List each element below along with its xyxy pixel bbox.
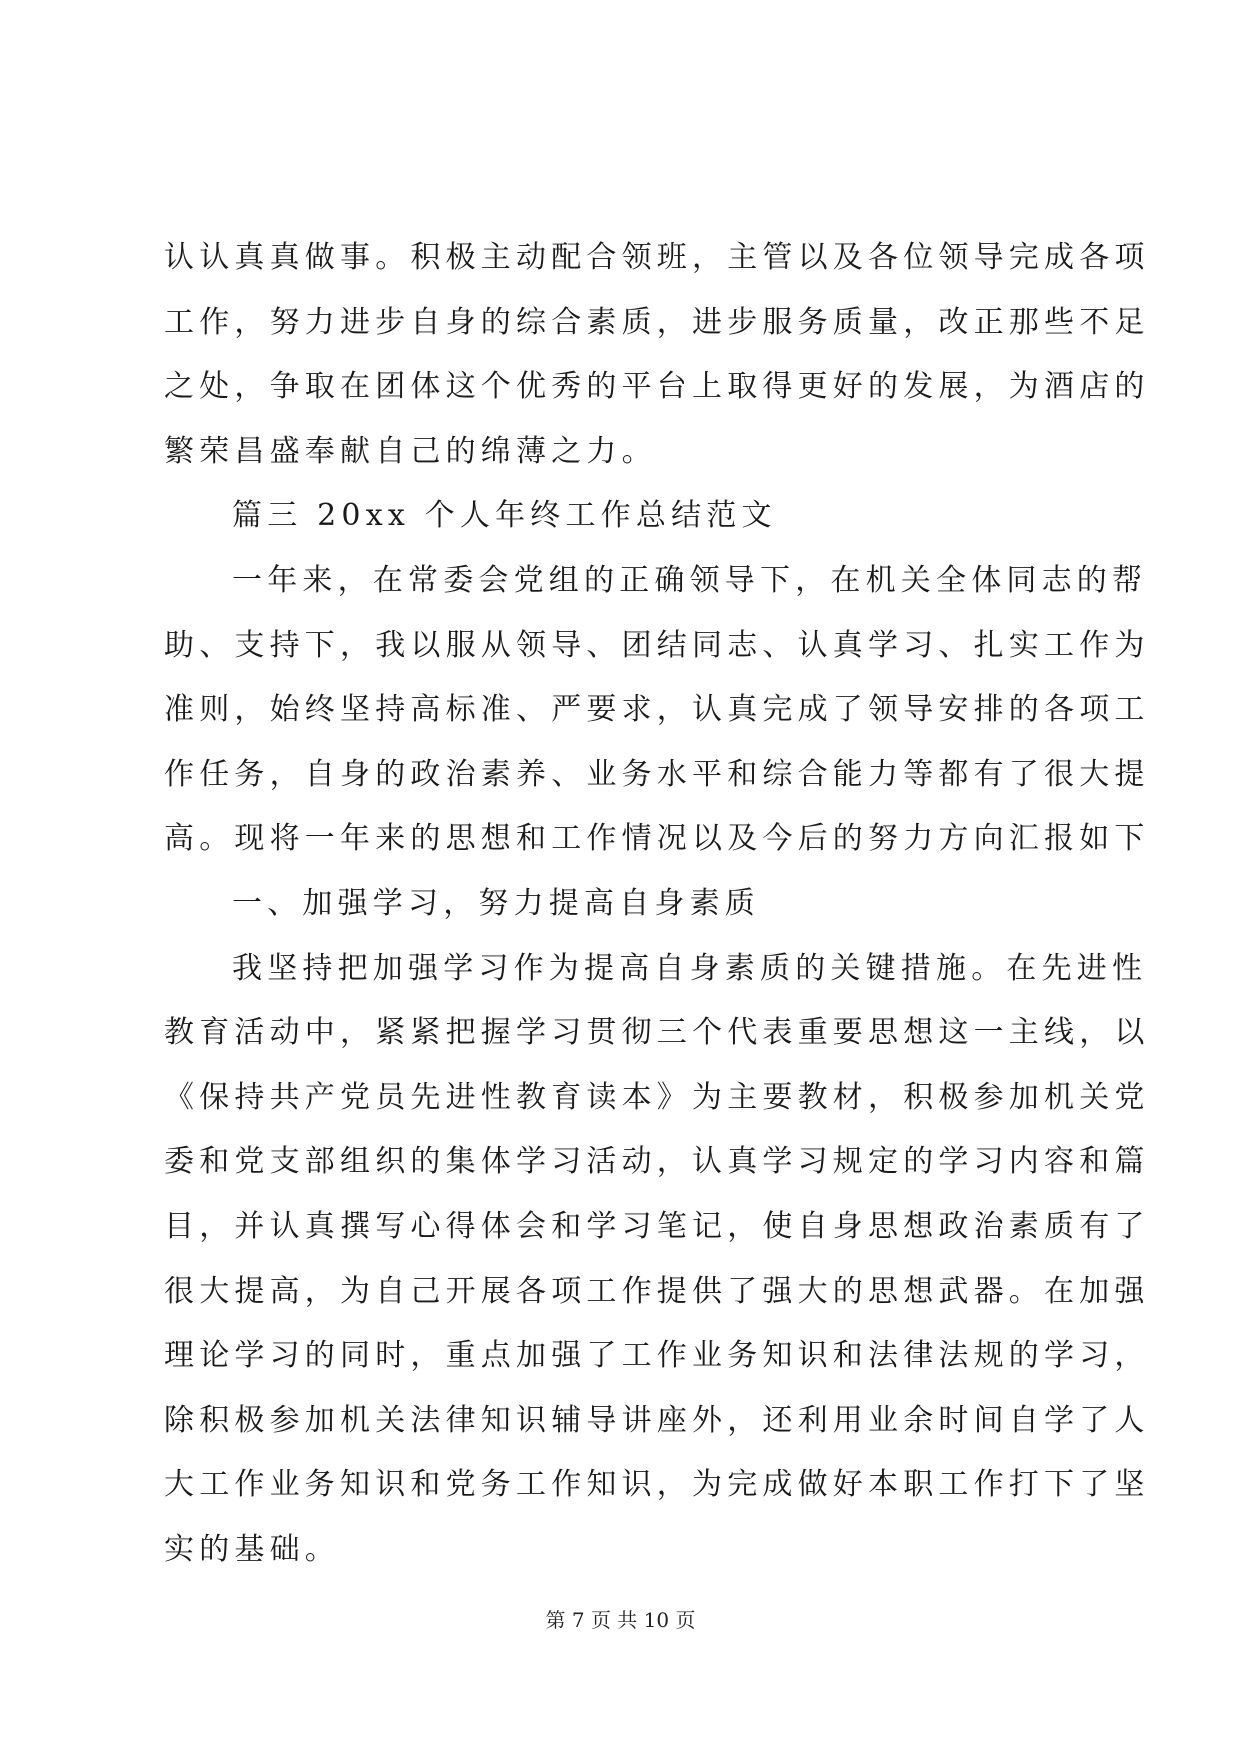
paragraph-line: 之处，争取在团体这个优秀的平台上取得更好的发展，为酒店的 [164, 369, 1150, 405]
paragraph-line: 繁荣昌盛奉献自己的绵薄之力。 [164, 433, 657, 469]
document-body [164, 226, 1150, 1582]
paragraph-line: 工作，努力进步自身的综合素质，进步服务质量，改正那些不足 [164, 304, 1150, 340]
paragraph-line: 一年来，在常委会党组的正确领导下，在机关全体同志的帮 [232, 562, 1148, 598]
paragraph-line: 准则，始终坚持高标准、严要求，认真完成了领导安排的各项工 [164, 692, 1150, 728]
paragraph-line: 委和党支部组织的集体学习活动，认真学习规定的学习内容和篇 [164, 1144, 1150, 1180]
paragraph-line: 《保持共产党员先进性教育读本》为主要教材，积极参加机关党 [164, 1079, 1150, 1115]
paragraph-line: 目，并认真撰写心得体会和学习笔记，使自身思想政治素质有了 [164, 1208, 1150, 1244]
paragraph-line: 很大提高，为自己开展各项工作提供了强大的思想武器。在加强 [164, 1273, 1150, 1309]
paragraph-line: 高。现将一年来的思想和工作情况以及今后的努力方向汇报如下 [164, 821, 1150, 857]
paragraph-line: 理论学习的同时，重点加强了工作业务知识和法律法规的学习， [164, 1338, 1150, 1374]
paragraph-line: 除积极参加机关法律知识辅导讲座外，还利用业余时间自学了人 [164, 1402, 1150, 1438]
paragraph-line: 教育活动中，紧紧把握学习贯彻三个代表重要思想这一主线，以 [164, 1015, 1150, 1051]
subsection-heading: 一、加强学习，努力提高自身素质 [232, 885, 760, 921]
paragraph-line: 我坚持把加强学习作为提高自身素质的关键措施。在先进性 [232, 950, 1148, 986]
paragraph-line: 认认真真做事。积极主动配合领班，主管以及各位领导完成各项 [164, 240, 1150, 275]
paragraph-line: 助、支持下，我以服从领导、团结同志、认真学习、扎实工作为 [164, 627, 1150, 663]
section-heading: 篇三 20xx 个人年终工作总结范文 [232, 498, 777, 534]
paragraph-line: 作任务，自身的政治素养、业务水平和综合能力等都有了很大提 [164, 756, 1150, 792]
page-footer: 第 7 页 共 10 页 [545, 1608, 696, 1632]
paragraph-line: 实的基础。 [164, 1531, 340, 1567]
paragraph-line: 大工作业务知识和党务工作知识，为完成做好本职工作打下了坚 [164, 1467, 1150, 1503]
